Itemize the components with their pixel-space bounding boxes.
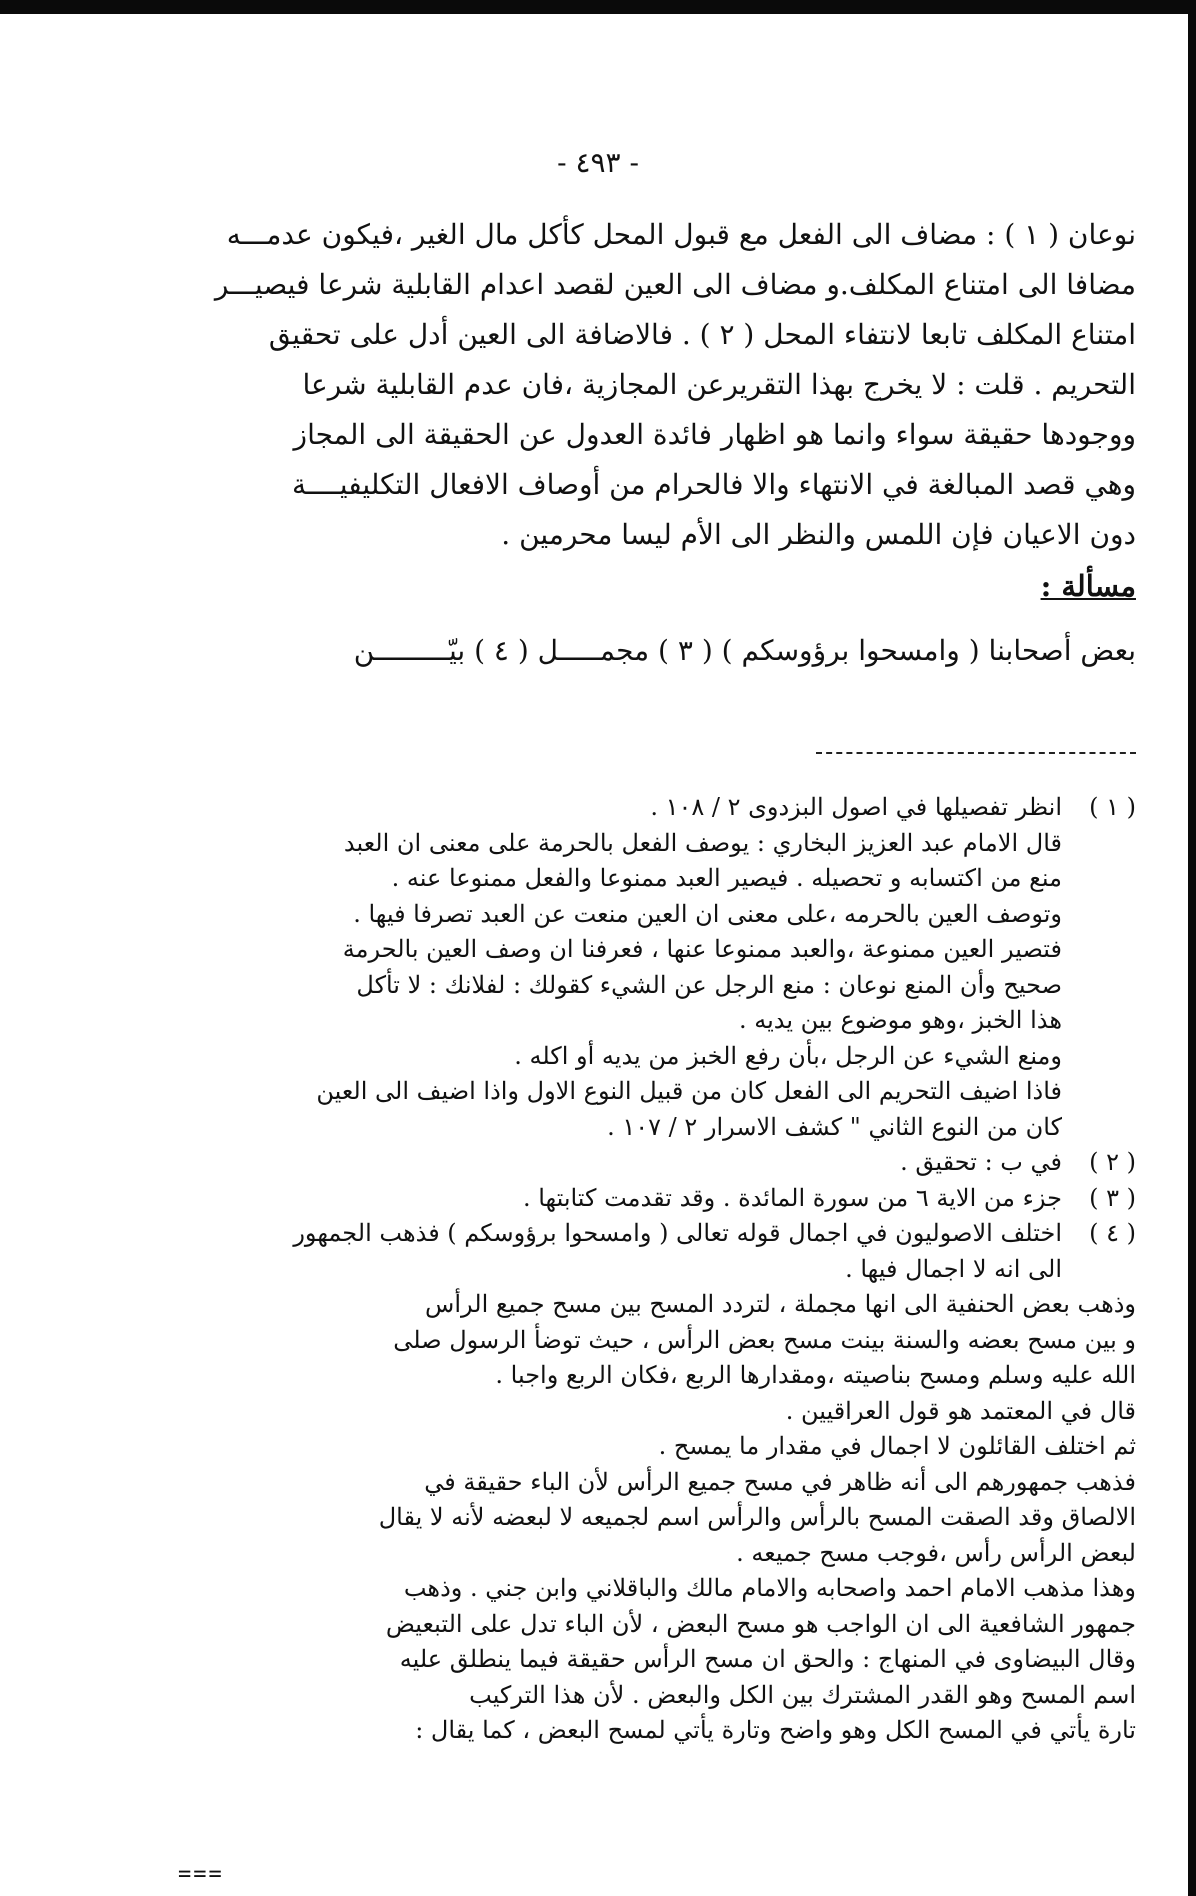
footnote-body (126, 790, 1062, 1145)
text-line: امتناع المكلف تابعا لانتفاء المحل ( ٢ ) . فالاضافة الى العين أدل على تحقيق (268, 318, 1136, 351)
footnote-number: ( ٢ ) (1089, 1148, 1136, 1176)
text-line: دون الاعيان فإن اللمس والنظر الى الأم ليسا محرمين . (501, 518, 1136, 551)
footnote (126, 1216, 1136, 1287)
footnote-line: وقال البيضاوى في المنهاج : والحق ان مسح الرأس حقيقة فيما ينطلق عليه (399, 1645, 1136, 1673)
footnote-line: الالصاق وقد الصقت المسح بالرأس والرأس اسم لجميعه لا لبعضه لأنه لا يقال (378, 1503, 1136, 1531)
scan-right-border (1188, 0, 1196, 1896)
text-line: بعض أصحابنا ( وامسحوا برؤوسكم ) ( ٣ ) مجمـــــل ( ٤ ) بيّـــــــــن (353, 634, 1136, 667)
end-mark: === (178, 1862, 224, 1887)
footnote-line: قال في المعتمد هو قول العراقيين . (785, 1396, 1136, 1425)
text-line: نوعان ( ١ ) : مضاف الى الفعل مع قبول المحل كأكل مال الغير ،فيكون عدمـــه (226, 218, 1136, 251)
footnote-line: كان من النوع الثاني " كشف الاسرار ٢ / ١٠٧ . (607, 1112, 1062, 1141)
footnote-line: جمهور الشافعية الى ان الواجب هو مسح البعض ، لأن الباء تدل على التبعيض (385, 1609, 1136, 1638)
footnote-line: منع من اكتسابه و تحصيله . فيصير العبد ممنوعا والفعل ممنوعا عنه . (391, 864, 1062, 892)
footnote-line: وتوصف العين بالحرمه ،على معنى ان العين منعت عن العبد تصرفا فيها . (353, 899, 1062, 928)
footnote-line: جزء من الاية ٦ من سورة المائدة . وقد تقدمت كتابتها . (522, 1183, 1062, 1212)
footnote-line: وذهب بعض الحنفية الى انها مجملة ، لتردد المسح بين مسح جميع الرأس (425, 1290, 1136, 1318)
footnote (126, 1181, 1136, 1217)
footnote-line: اختلف الاصوليون في اجمال قوله تعالى ( وامسحوا برؤوسكم ) فذهب الجمهور (293, 1219, 1062, 1247)
footnote-line: قال الامام عبد العزيز البخاري : يوصف الفعل بالحرمة على معنى ان العبد (343, 828, 1062, 857)
footnote-line: لبعض الرأس رأس ،فوجب مسح جميعه . (736, 1538, 1136, 1567)
footnote-body (126, 1145, 1062, 1181)
footnote-body (126, 1181, 1062, 1217)
footnote-line: وهذا مذهب الامام احمد واصحابه والامام مالك والباقلاني وابن جني . وذهب (403, 1574, 1136, 1602)
footnote-line: تارة يأتي في المسح الكل وهو واضح وتارة يأتي لمسح البعض ، كما يقال : (415, 1716, 1136, 1744)
footnote-continuation (126, 1287, 1136, 1749)
footnote-line: فذهب جمهورهم الى أنه ظاهر في مسح جميع الرأس لأن الباء حقيقة في (424, 1467, 1136, 1496)
footnote-line: ومنع الشيء عن الرجل ،بأن رفع الخبز من يديه أو اكله . (514, 1041, 1062, 1070)
footnotes (126, 790, 1136, 1749)
footnote-line: و بين مسح بعضه والسنة بينت مسح بعض الرأس ، حيث توضأ الرسول صلى (393, 1325, 1136, 1354)
section-heading: مسألة : (1040, 569, 1136, 603)
footnote (126, 1145, 1136, 1181)
footnote-divider (816, 752, 1136, 754)
footnote-line: في ب : تحقيق . (900, 1148, 1062, 1176)
text-line: وهي قصد المبالغة في الانتهاء والا فالحرام من أوصاف الافعال التكليفيــــة (291, 468, 1136, 501)
footnote-line: ثم اختلف القائلون لا اجمال في مقدار ما يمسح . (658, 1432, 1136, 1460)
footnote-number: ( ٤ ) (1089, 1219, 1136, 1247)
footnote-number: ( ١ ) (1089, 793, 1136, 821)
footnote-line: الله عليه وسلم ومسح بناصيته ،ومقدارها الربع ،فكان الربع واجبا . (495, 1361, 1136, 1389)
scan-top-border (0, 0, 1196, 14)
footnote-line: صحيح وأن المنع نوعان : منع الرجل عن الشيء كقولك : لفلانك : لا تأكل (356, 970, 1062, 999)
footnote-body (126, 1216, 1062, 1287)
footnote-line: هذا الخبز ،وهو موضوع بين يديه . (738, 1006, 1062, 1034)
footnote-line: فاذا اضيف التحريم الى الفعل كان من قبيل النوع الاول واذا اضيف الى العين (316, 1077, 1062, 1105)
main-text (146, 210, 1136, 676)
footnote-line: الى انه لا اجمال فيها . (845, 1254, 1062, 1283)
text-line: التحريم . قلت : لا يخرج بهذا التقريرعن المجازية ،فان عدم القابلية شرعا (302, 368, 1136, 401)
text-line: مضافا الى امتناع المكلف.و مضاف الى العين لقصد اعدام القابلية شرعا فيصيـــر (214, 268, 1136, 301)
footnote-line: اسم المسح وهو القدر المشترك بين الكل والبعض . لأن هذا التركيب (469, 1680, 1136, 1709)
text-line: ووجودها حقيقة سواء وانما هو اظهار فائدة العدول عن الحقيقة الى المجاز (293, 418, 1136, 451)
page-number: - ٤٩٣ - (557, 146, 639, 179)
footnote-line: انظر تفصيلها في اصول البزدوى ٢ / ١٠٨ . (650, 793, 1062, 821)
footnote (126, 790, 1136, 1145)
footnote-number: ( ٣ ) (1089, 1183, 1136, 1212)
footnote-line: فتصير العين ممنوعة ،والعبد ممنوعا عنها ، فعرفنا ان وصف العين بالحرمة (342, 935, 1062, 963)
